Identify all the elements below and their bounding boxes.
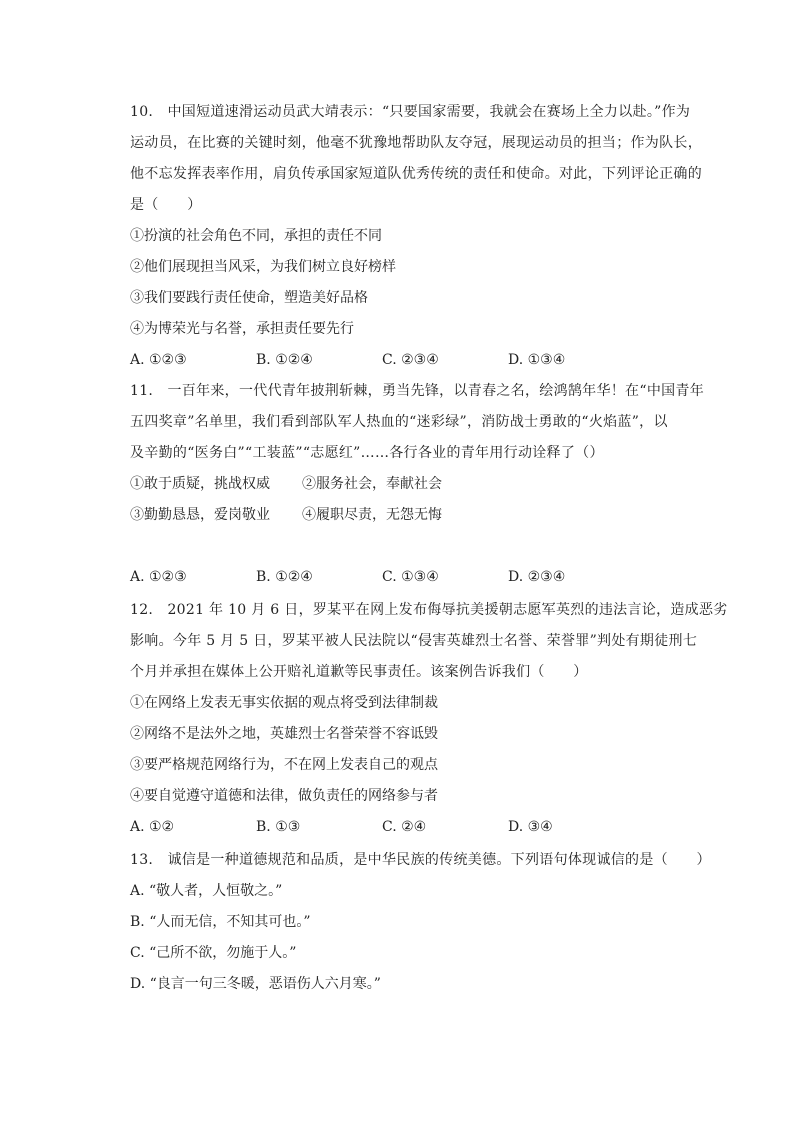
statement-pair	[130, 469, 690, 500]
stem-line: 10. 中国短道速滑运动员武大靖表示：“只要国家需要，我就会在赛场上全力以赴。”作为	[130, 104, 691, 120]
stem-line: 运动员，在比赛的关键时刻，他毫不犹豫地帮助队友夺冠，展现运动员的担当；作为队长，	[130, 135, 702, 151]
option-b: B. “人而无信，不知其可也。”	[130, 914, 311, 930]
question-13	[130, 845, 711, 1000]
statement: ④为博荣光与名誉，承担责任要先行	[130, 321, 354, 337]
stem-line: 13. 诚信是一种道德规范和品质，是中华民族的传统美德。下列语句体现诚信的是（ ）	[130, 852, 711, 868]
stem-line: 及辛勤的“医务白”“工装蓝”“志愿红”……各行各业的青年用行动诠释了（）	[130, 445, 604, 461]
question-11	[130, 376, 705, 593]
option-c: C. ②④	[382, 819, 427, 835]
blank-line	[130, 531, 690, 562]
question-stem	[130, 97, 702, 221]
statement: ①在网络上发表无事实依据的观点将受到法律制裁	[130, 695, 438, 711]
statement: ①敢于质疑，挑战权威	[130, 476, 270, 492]
option-d: D. “良言一句三冬暖，恶语伤人六月寒。”	[130, 976, 381, 992]
stem-line: 是（ ）	[130, 197, 202, 213]
statement: ③我们要践行责任使命，塑造美好品格	[130, 290, 368, 306]
question-10	[130, 97, 702, 376]
statement-pair	[130, 500, 690, 531]
statement: ②网络不是法外之地，英雄烈士名誉荣誉不容诋毁	[130, 726, 438, 742]
option-d: D. ②③④	[508, 569, 566, 585]
option-c: C. ②③④	[382, 352, 439, 368]
option-b: B. ①②④	[256, 569, 313, 585]
answer-options	[130, 812, 690, 843]
stem-line: 五四奖章”名单里，我们看到部队军人热血的“迷彩绿”，消防战士勇敢的“火焰蓝”，以	[130, 414, 668, 430]
stem-line: 11. 一百年来，一代代青年披荆斩棘，勇当先锋，以青春之名，绘鸿鹄年华！在“中国青年	[130, 383, 705, 399]
option-b: B. ①②④	[256, 352, 313, 368]
option-c: C. ①③④	[382, 569, 439, 585]
option-c: C. “己所不欲，勿施于人。”	[130, 945, 297, 961]
stem-line: 影响。今年 5 月 5 日，罗某平被人民法院以“侵害英雄烈士名誉、荣誉罪”判处有期徒刑七	[130, 633, 698, 649]
option-a: A. ①②③	[130, 352, 187, 368]
question-stem	[130, 595, 728, 688]
stem-line: 12. 2021 年 10 月 6 日，罗某平在网上发布侮辱抗美援朝志愿军英烈的违法言论，造成恶劣	[130, 602, 728, 618]
stem-line: 个月并承担在媒体上公开赔礼道歉等民事责任。该案例告诉我们（ ）	[130, 664, 588, 680]
answer-options	[130, 562, 690, 593]
stem-line: 他不忘发挥表率作用，肩负传承国家短道队优秀传统的责任和使命。对此，下列评论正确的	[130, 166, 702, 182]
statement: ②服务社会，奉献社会	[302, 476, 442, 492]
option-d: D. ①③④	[508, 352, 566, 368]
option-a: A. ①②	[130, 819, 175, 835]
statement: ④履职尽责，无怨无悔	[302, 507, 442, 523]
option-d: D. ③④	[508, 819, 553, 835]
option-b: B. ①③	[256, 819, 301, 835]
statement: ③勤勤恳恳，爱岗敬业	[130, 507, 270, 523]
option-a: A. “敬人者，人恒敬之。”	[130, 883, 283, 899]
statement: ④要自觉遵守道德和法律，做负责任的网络参与者	[130, 788, 438, 804]
statement: ③要严格规范网络行为，不在网上发表自己的观点	[130, 757, 438, 773]
statement: ②他们展现担当风采，为我们树立良好榜样	[130, 259, 396, 275]
question-stem	[130, 376, 705, 469]
question-12	[130, 595, 728, 843]
question-stem	[130, 845, 711, 876]
option-a: A. ①②③	[130, 569, 187, 585]
statement: ①扮演的社会角色不同，承担的责任不同	[130, 228, 382, 244]
answer-options	[130, 345, 690, 376]
